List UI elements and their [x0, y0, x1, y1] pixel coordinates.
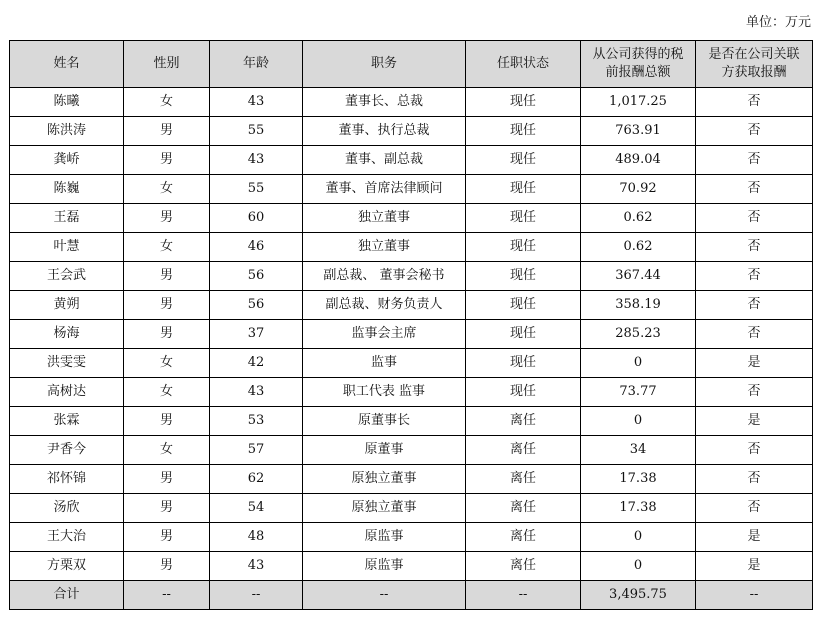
cell-position: 原监事 — [303, 552, 466, 581]
cell-name: 杨海 — [10, 320, 124, 349]
compensation-table — [9, 40, 813, 610]
table-row — [10, 88, 813, 117]
cell-age: 43 — [210, 552, 303, 581]
cell-related-party: 否 — [696, 233, 813, 262]
cell-compensation: 367.44 — [581, 262, 696, 291]
cell-status: 离任 — [466, 436, 581, 465]
table-row — [10, 523, 813, 552]
cell-status: 现任 — [466, 378, 581, 407]
cell-age: 54 — [210, 494, 303, 523]
table-row — [10, 320, 813, 349]
cell-related-party: 否 — [696, 117, 813, 146]
cell-position: 董事、执行总裁 — [303, 117, 466, 146]
total-cell-compensation: 3,495.75 — [581, 581, 696, 610]
cell-compensation: 1,017.25 — [581, 88, 696, 117]
cell-gender: 男 — [124, 204, 210, 233]
total-cell-name: 合计 — [10, 581, 124, 610]
cell-status: 现任 — [466, 291, 581, 320]
header-status: 任职状态 — [466, 41, 581, 88]
cell-compensation: 0 — [581, 552, 696, 581]
cell-gender: 男 — [124, 262, 210, 291]
cell-name: 叶慧 — [10, 233, 124, 262]
cell-compensation: 489.04 — [581, 146, 696, 175]
table-row — [10, 349, 813, 378]
table-row — [10, 494, 813, 523]
cell-related-party: 否 — [696, 494, 813, 523]
cell-compensation: 17.38 — [581, 494, 696, 523]
cell-gender: 男 — [124, 494, 210, 523]
cell-name: 王大治 — [10, 523, 124, 552]
table-body — [10, 88, 813, 610]
cell-related-party: 否 — [696, 436, 813, 465]
cell-compensation: 0.62 — [581, 204, 696, 233]
table-row — [10, 407, 813, 436]
cell-status: 离任 — [466, 552, 581, 581]
cell-compensation: 0 — [581, 523, 696, 552]
cell-gender: 女 — [124, 349, 210, 378]
cell-position: 独立董事 — [303, 204, 466, 233]
table-row — [10, 378, 813, 407]
cell-age: 62 — [210, 465, 303, 494]
cell-name: 王磊 — [10, 204, 124, 233]
cell-age: 56 — [210, 291, 303, 320]
cell-gender: 男 — [124, 146, 210, 175]
cell-related-party: 否 — [696, 204, 813, 233]
cell-position: 副总裁、财务负责人 — [303, 291, 466, 320]
cell-compensation: 358.19 — [581, 291, 696, 320]
cell-name: 尹香今 — [10, 436, 124, 465]
total-cell-related-party: -- — [696, 581, 813, 610]
cell-position: 监事会主席 — [303, 320, 466, 349]
cell-gender: 男 — [124, 465, 210, 494]
cell-name: 汤欣 — [10, 494, 124, 523]
cell-compensation: 0.62 — [581, 233, 696, 262]
header-compensation: 从公司获得的税前报酬总额 — [581, 41, 696, 88]
cell-age: 46 — [210, 233, 303, 262]
cell-status: 现任 — [466, 204, 581, 233]
cell-related-party: 是 — [696, 407, 813, 436]
cell-related-party: 否 — [696, 465, 813, 494]
cell-gender: 女 — [124, 233, 210, 262]
cell-gender: 男 — [124, 407, 210, 436]
cell-related-party: 否 — [696, 146, 813, 175]
cell-position: 职工代表 监事 — [303, 378, 466, 407]
cell-position: 副总裁、 董事会秘书 — [303, 262, 466, 291]
cell-age: 42 — [210, 349, 303, 378]
cell-gender: 女 — [124, 436, 210, 465]
table-row — [10, 204, 813, 233]
cell-age: 43 — [210, 88, 303, 117]
cell-age: 48 — [210, 523, 303, 552]
cell-status: 离任 — [466, 523, 581, 552]
cell-position: 监事 — [303, 349, 466, 378]
cell-name: 陈洪涛 — [10, 117, 124, 146]
cell-age: 55 — [210, 117, 303, 146]
table-row — [10, 233, 813, 262]
cell-status: 现任 — [466, 262, 581, 291]
cell-position: 原董事长 — [303, 407, 466, 436]
cell-name: 方栗双 — [10, 552, 124, 581]
cell-compensation: 0 — [581, 349, 696, 378]
cell-related-party: 否 — [696, 88, 813, 117]
cell-compensation: 17.38 — [581, 465, 696, 494]
cell-compensation: 73.77 — [581, 378, 696, 407]
cell-related-party: 否 — [696, 262, 813, 291]
cell-age: 43 — [210, 146, 303, 175]
cell-age: 53 — [210, 407, 303, 436]
cell-age: 57 — [210, 436, 303, 465]
cell-age: 56 — [210, 262, 303, 291]
header-related-party: 是否在公司关联方获取报酬 — [696, 41, 813, 88]
cell-position: 原独立董事 — [303, 465, 466, 494]
unit-label: 单位：万元 — [745, 15, 811, 30]
cell-compensation: 285.23 — [581, 320, 696, 349]
cell-name: 陈巍 — [10, 175, 124, 204]
cell-age: 43 — [210, 378, 303, 407]
cell-age: 37 — [210, 320, 303, 349]
table-row — [10, 552, 813, 581]
cell-related-party: 是 — [696, 523, 813, 552]
cell-name: 黄朔 — [10, 291, 124, 320]
total-row — [10, 581, 813, 610]
cell-gender: 女 — [124, 378, 210, 407]
cell-compensation: 0 — [581, 407, 696, 436]
header-gender: 性别 — [124, 41, 210, 88]
cell-position: 原监事 — [303, 523, 466, 552]
cell-status: 现任 — [466, 349, 581, 378]
table-row — [10, 262, 813, 291]
cell-status: 现任 — [466, 88, 581, 117]
total-cell-status: -- — [466, 581, 581, 610]
cell-related-party: 否 — [696, 378, 813, 407]
cell-name: 祁怀锦 — [10, 465, 124, 494]
cell-status: 离任 — [466, 494, 581, 523]
header-age: 年龄 — [210, 41, 303, 88]
cell-age: 60 — [210, 204, 303, 233]
cell-position: 董事、首席法律顾问 — [303, 175, 466, 204]
cell-compensation: 70.92 — [581, 175, 696, 204]
cell-gender: 女 — [124, 88, 210, 117]
cell-gender: 男 — [124, 117, 210, 146]
cell-position: 董事长、总裁 — [303, 88, 466, 117]
cell-name: 龚峤 — [10, 146, 124, 175]
cell-name: 陈曦 — [10, 88, 124, 117]
table-row — [10, 465, 813, 494]
cell-position: 独立董事 — [303, 233, 466, 262]
cell-status: 离任 — [466, 407, 581, 436]
cell-status: 现任 — [466, 117, 581, 146]
cell-related-party: 是 — [696, 552, 813, 581]
cell-name: 洪雯雯 — [10, 349, 124, 378]
cell-position: 原董事 — [303, 436, 466, 465]
cell-status: 现任 — [466, 175, 581, 204]
cell-position: 原独立董事 — [303, 494, 466, 523]
cell-name: 张霖 — [10, 407, 124, 436]
cell-gender: 女 — [124, 175, 210, 204]
total-cell-age: -- — [210, 581, 303, 610]
cell-related-party: 否 — [696, 320, 813, 349]
cell-gender: 男 — [124, 552, 210, 581]
table-row — [10, 436, 813, 465]
cell-name: 王会武 — [10, 262, 124, 291]
cell-status: 离任 — [466, 465, 581, 494]
cell-gender: 男 — [124, 523, 210, 552]
cell-gender: 男 — [124, 320, 210, 349]
header-name: 姓名 — [10, 41, 124, 88]
cell-related-party: 是 — [696, 349, 813, 378]
cell-related-party: 否 — [696, 175, 813, 204]
cell-age: 55 — [210, 175, 303, 204]
cell-compensation: 763.91 — [581, 117, 696, 146]
total-cell-position: -- — [303, 581, 466, 610]
cell-gender: 男 — [124, 291, 210, 320]
cell-status: 现任 — [466, 146, 581, 175]
cell-compensation: 34 — [581, 436, 696, 465]
table-row — [10, 146, 813, 175]
table-row — [10, 291, 813, 320]
header-row — [10, 41, 813, 88]
cell-status: 现任 — [466, 233, 581, 262]
total-cell-gender: -- — [124, 581, 210, 610]
header-position: 职务 — [303, 41, 466, 88]
table-row — [10, 175, 813, 204]
table-row — [10, 117, 813, 146]
cell-position: 董事、副总裁 — [303, 146, 466, 175]
cell-status: 现任 — [466, 320, 581, 349]
cell-related-party: 否 — [696, 291, 813, 320]
cell-name: 高树达 — [10, 378, 124, 407]
